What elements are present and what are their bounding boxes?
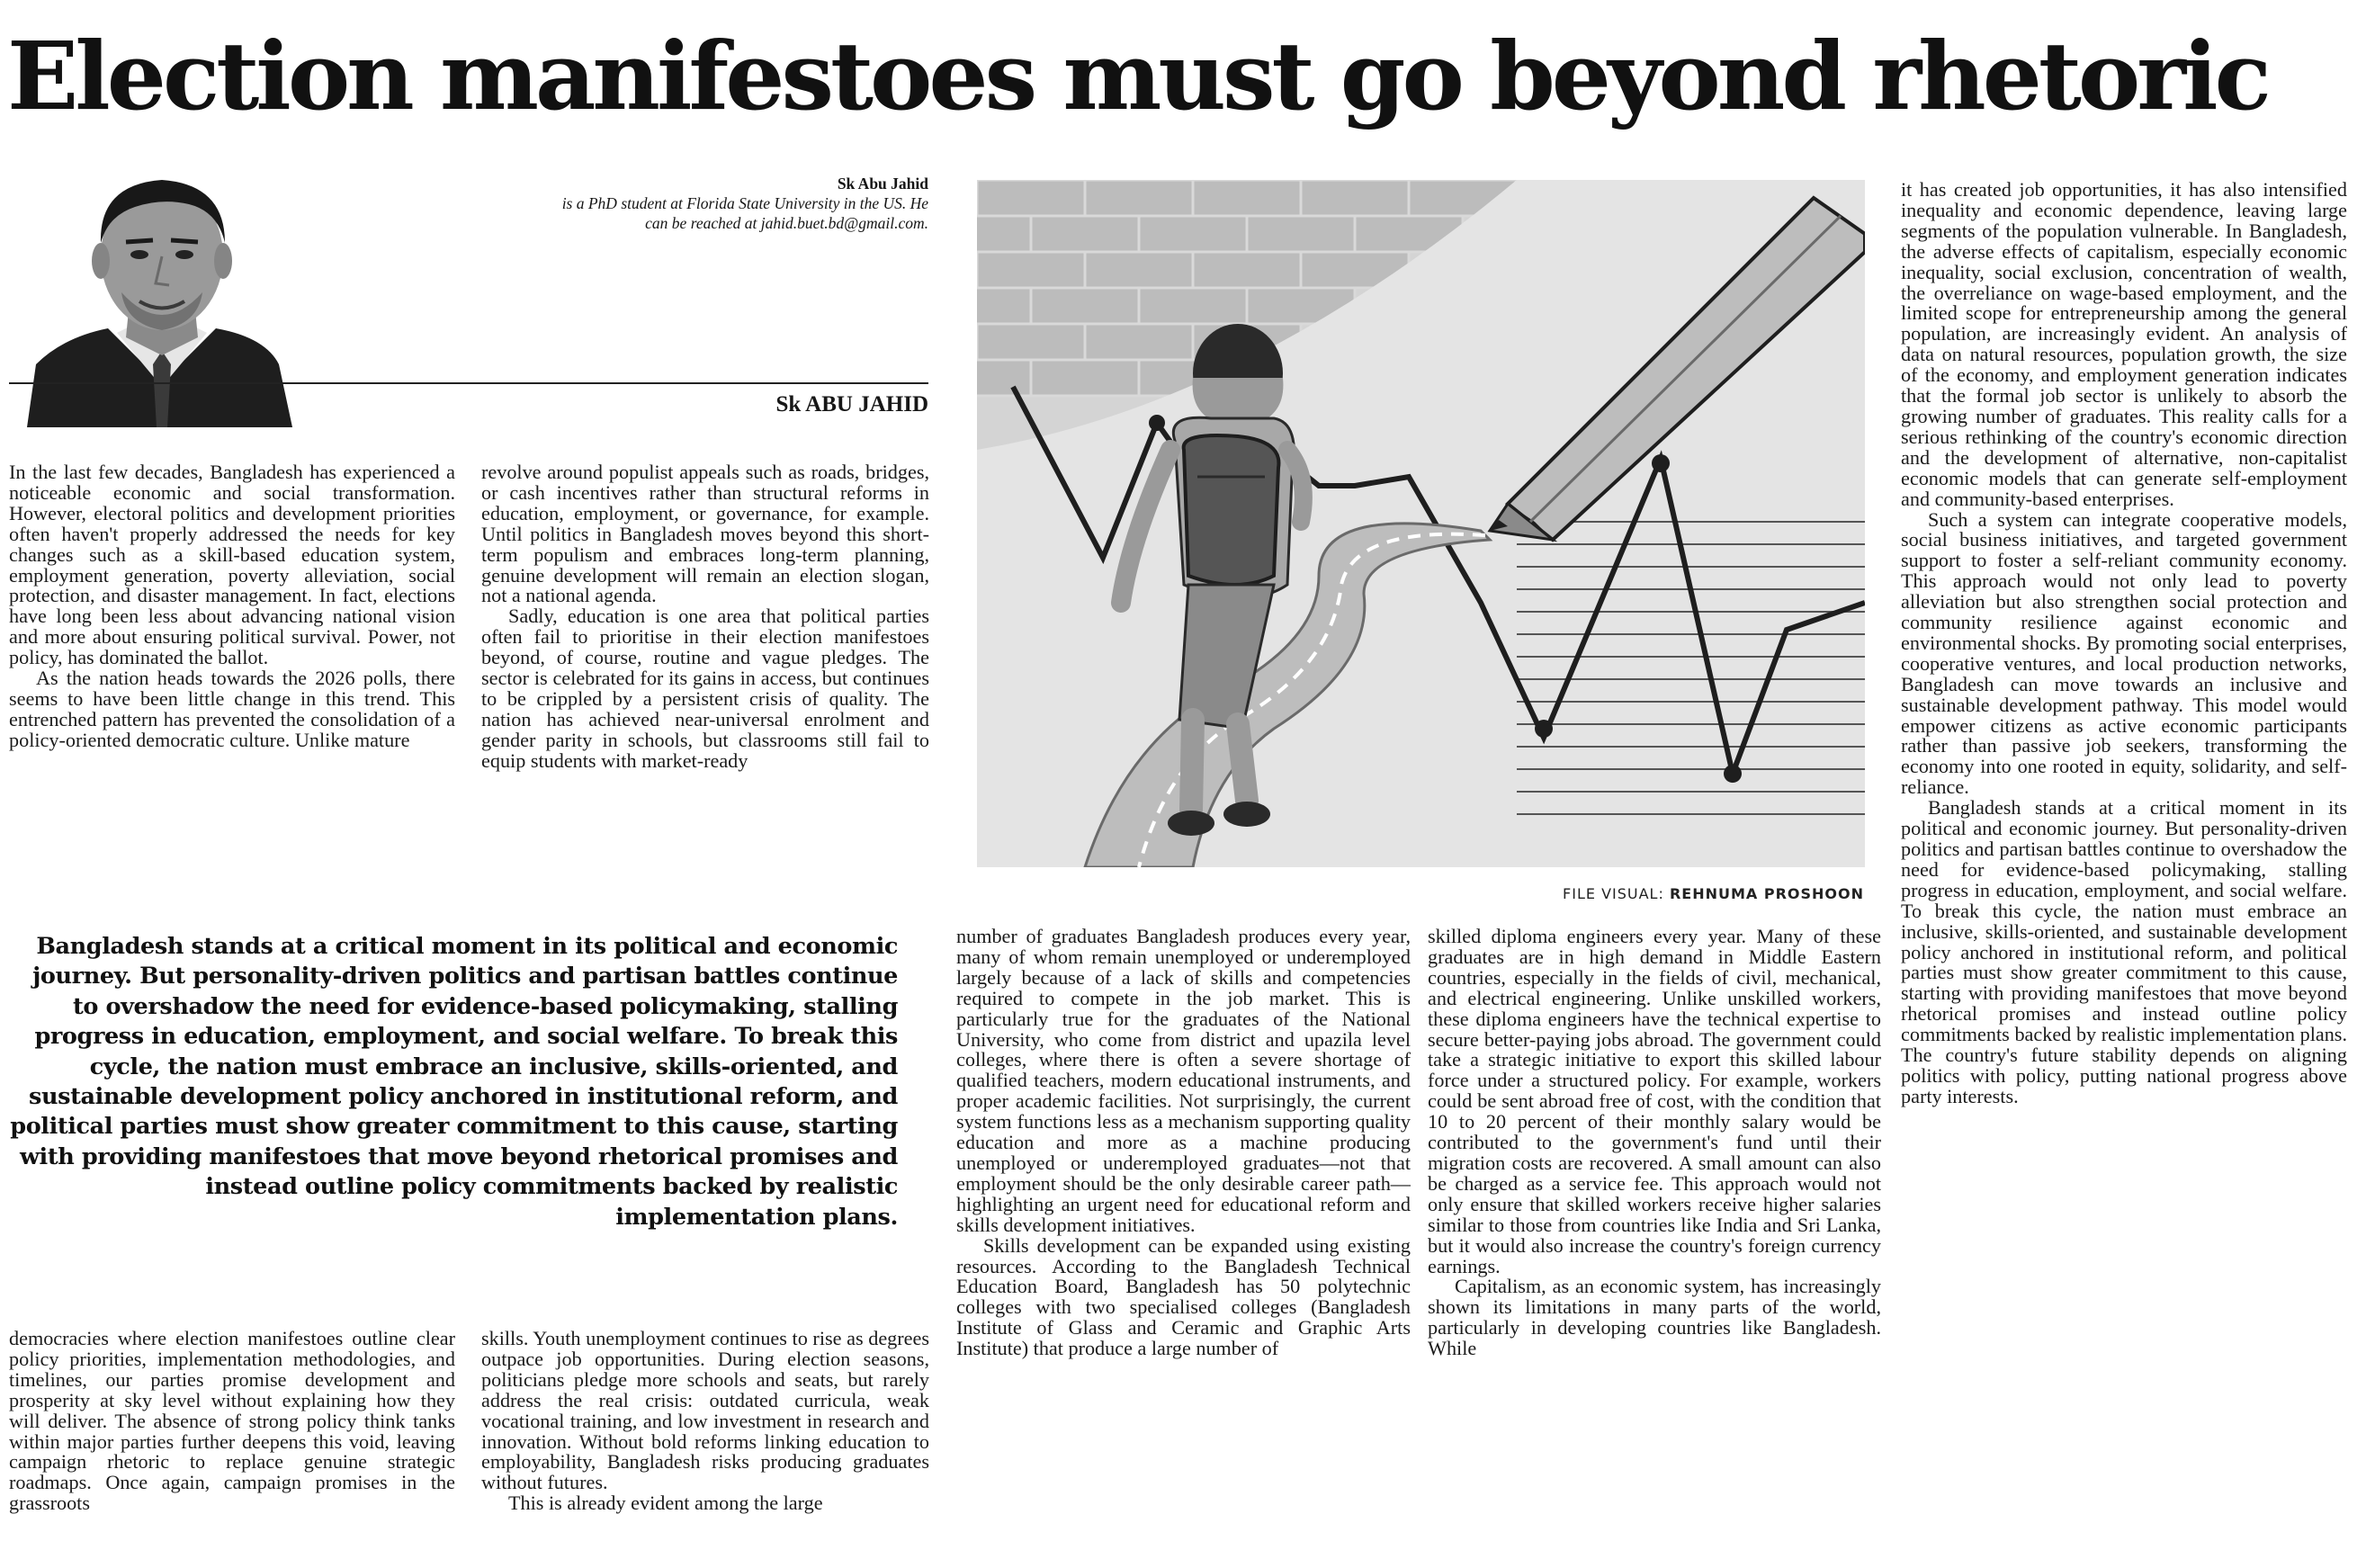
paragraph: As the nation heads towards the 2026 polls, there seems to have been little change in this trend. This entrenched pattern has prevented the consolidation of a policy-oriented democratic culture. Unlike mature: [9, 667, 455, 751]
paragraph: Bangladesh stands at a critical moment in its political and economic journey. But personality-driven politics and partisan battles continue to overshadow the need for evidence-based policymaking, stalling progress in education, employment, and social welfare. To break this cycle, the nation must embrace an inclusive, skills-oriented, and sustainable development policy anchored in institutional reform, and political parties must show greater commitment to this cause, starting with providing manifestoes that move beyond rhetorical promises and instead outline policy commitments backed by realistic implementation plans. The country's future stability depends on aligning politics with policy, putting national progress above party interests.: [1901, 796, 2347, 1107]
paragraph: it has created job opportunities, it has also intensified inequality and economic dependence, leaving large segments of the population vulnerable. In Bangladesh, the adverse effects of capitalism, especially economic inequality, social exclusion, concentration of wealth, the overreliance on wage-based employment, and the limited scope for entrepreneurship among the general population, are increasingly evident. An analysis of data on natural resources, population growth, the size of the economy, and employment generation indicates that the formal job sector is unlikely to absorb the growing number of graduates. This reality calls for a serious rethinking of the country's economic direction and the development of alternative, non-capitalist economic models that can generate self-employment and community-based enterprises.: [1901, 180, 2347, 510]
pull-quote: Bangladesh stands at a critical moment in its political and economic journey. But personality-driven politics and partisan battles continue to overshadow the need for evidence-based policymaking, stalling progress in education, employment, and social welfare. To break this cycle, the nation must embrace an inclusive, skills-oriented, and sustainable development policy anchored in institutional reform, and political parties must show greater commitment to this cause, starting with providing manifestoes that move beyond rhetorical promises and instead outline policy commitments backed by realistic implementation plans.: [10, 933, 898, 1231]
paragraph: skills. Youth unemployment continues to rise as degrees outpace job opportunities. During election seasons, politicians pledge more schools and seats, but rarely address the real crisis: outdated curricula, weak vocational training, and low investment in research and innovation. Without bold reforms linking education to employability, Bangladesh risks producing graduates without futures.: [481, 1329, 929, 1494]
article-column-1-top: [9, 462, 455, 900]
author-name: Sk Abu Jahid: [837, 175, 928, 193]
credit-name: REHNUMA PROSHOON: [1669, 885, 1864, 902]
paragraph: In the last few decades, Bangladesh has experienced a noticeable economic and social transformation. However, electoral politics and development priorities often haven't properly addressed the needs for key changes such as a skill-based education system, employment generation, poverty alleviation, social protection, and disaster management. In fact, elections have long been less about advancing national vision and more about ensuring political survival. Power, not policy, has dominated the ballot.: [9, 462, 455, 669]
paragraph: This is already evident among the large: [508, 1492, 823, 1515]
article-column-1-bottom: [9, 1329, 455, 1564]
article-column-2-top: [481, 462, 929, 900]
paragraph: democracies where election manifestoes outline clear policy priorities, implementation methodologies, and timelines, our parties promise development and prosperity at sky level without explaining how they will deliver. The absence of strong policy think tanks within major parties further deepens this void, leaving campaign rhetoric to replace genuine strategic roadmaps. Once again, campaign promises in the grassroots: [9, 1329, 455, 1515]
illustration: [977, 180, 1865, 867]
headline: Election manifestoes must go beyond rhetoric: [7, 21, 2268, 131]
paragraph: Capitalism, as an economic system, has increasingly shown its limitations in many parts of the world, particularly in developing countries like Bangladesh. While: [1428, 1275, 1881, 1360]
paragraph: number of graduates Bangladesh produces every year, many of whom remain unemployed or underemployed largely because of a lack of skills and competencies required to compete in the job market. This is particularly true for the graduates of the National University, who come from district and upazila level colleges, where there is often a severe shortage of qualified teachers, modern educational instruments, and proper academic facilities. Not surprisingly, the current system functions less as a mechanism supporting quality education and more as a machine producing unemployed or underemployed graduates—not that employment should be the only desirable career path—highlighting an urgent need for educational reform and skills development initiatives.: [956, 927, 1411, 1236]
author-bio: is a PhD student at Florida State University in the US. He can be reached at jahid.buet.bd@gmail.com.: [561, 194, 928, 232]
credit-label: FILE VISUAL:: [1563, 885, 1664, 902]
article-column-5: [1901, 180, 2347, 1564]
paragraph: Sadly, education is one area that political parties often fail to prioritise in their election manifestoes beyond, of course, routine and vague pledges. The sector is celebrated for its gains in access, but continues to be crippled by a persistent crisis of quality. The nation has achieved near-universal enrolment and gender parity in schools, but classrooms still fail to equip students with market-ready: [481, 605, 929, 772]
author-info: [540, 174, 928, 233]
author-photo: [9, 157, 477, 427]
article-column-3: [956, 927, 1411, 1564]
paragraph: skilled diploma engineers every year. Many of these graduates are in high demand in Middle Eastern countries, especially in the fields of civil, mechanical, and electrical engineering. Unlike unskilled workers, these diploma engineers have the technical expertise to secure better-paying jobs abroad. The government could take a strategic initiative to export this skilled labour force under a structured policy. For example, workers could be sent abroad free of cost, with the condition that 10 to 20 percent of their monthly salary would be contributed to the government's fund until their migration costs are recovered. A small amount can also be charged as a service fee. This approach would not only ensure that skilled workers receive higher salaries similar to those from countries like India and Sri Lanka, but it would also increase the country's foreign currency earnings.: [1428, 927, 1881, 1277]
paragraph: revolve around populist appeals such as roads, bridges, or cash incentives rather than structural reforms in education, employment, or governance, for example. Until politics in Bangladesh moves beyond this short-term populism and embraces long-term planning, genuine development will remain an election slogan, not a national agenda.: [481, 462, 929, 607]
illustration-credit: [1403, 885, 1864, 902]
paragraph: Such a system can integrate cooperative models, social business initiatives, and targeted government support to foster a self-reliant community economy. This approach would not only lead to poverty alleviation but also strengthen social protection and community resilience against economic and environmental shocks. By promoting social enterprises, cooperative ventures, and local production networks, Bangladesh can move towards an inclusive and sustainable development pathway. This model would empower citizens as active economic participants rather than passive job seekers, transforming the economy into one rooted in equity, solidarity, and self-reliance.: [1901, 507, 2347, 799]
paragraph: Skills development can be expanded using existing resources. According to the Bangladesh Technical Education Board, Bangladesh has 50 polytechnic colleges with two specialised colleges (Bangladesh Institute of Glass and Ceramic and Graphic Arts Institute) that produce a large number of: [956, 1233, 1411, 1360]
article-column-4: [1428, 927, 1881, 1564]
byline-rule: [9, 382, 928, 384]
article-column-2-bottom: [481, 1329, 929, 1564]
byline: Sk ABU JAHID: [775, 392, 928, 417]
